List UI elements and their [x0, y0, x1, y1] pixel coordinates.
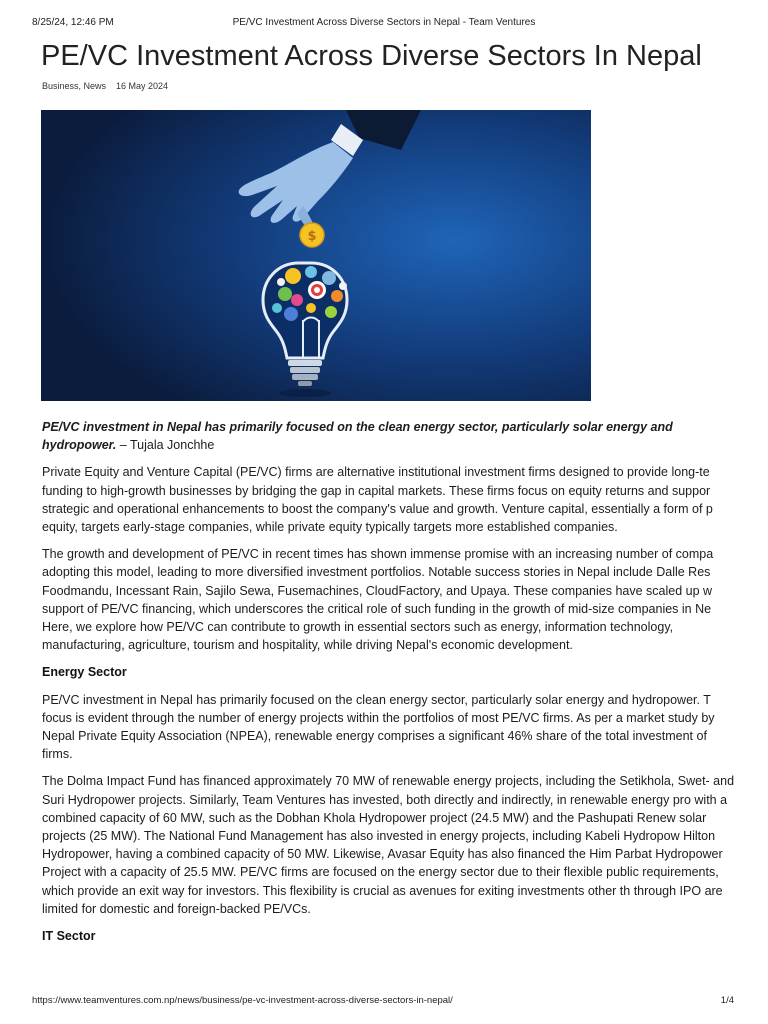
coin-icon — [300, 223, 324, 247]
article-paragraph: Private Equity and Venture Capital (PE/VC) firms are alternative institutional investment firms designed to provide long-te funding to high-growth businesses by bridging the gap in capital markets. These firms focus on equity returns and suppor strategic and operational enhancements to boost the company's value and growth. Venture capital, essentially a form of p equity, targets early-stage companies, while private equity typically targets more established companies. — [42, 465, 713, 535]
hero-image — [41, 110, 591, 401]
article-date: 16 May 2024 — [116, 81, 169, 91]
article-lead — [42, 418, 738, 454]
print-page-title: PE/VC Investment Across Diverse Sectors in Nepal - Team Ventures — [232, 17, 536, 28]
article-categories[interactable]: Business, News — [42, 81, 107, 91]
section-heading-energy: Energy Sector — [42, 665, 127, 680]
article-paragraph: PE/VC investment in Nepal has primarily focused on the clean energy sector, particularly solar energy and hydropower. T focus is evident through the number of energy projects within the portfolios of most PE/VC firms. As per a market study by Nepal Private Equity Association (NPEA), renewable energy comprises a significant 46% share of the total investment of firms. — [42, 692, 715, 762]
article-body — [42, 418, 738, 963]
page-number: 1/4 — [720, 995, 734, 1006]
coin-symbol: $ — [307, 229, 317, 244]
article-paragraph: The Dolma Impact Fund has financed approximately 70 MW of renewable energy projects, including the Setikhola, Swet- and Suri Hydropower projects. Similarly, Team Ventures has invested, both directly and indirectly, in renewable energy pro with a combined capacity of 60 MW, such as the Dobhan Khola Hydropower project (24.5 MW) and the Pashupati Renew solar projects (25 MW). The National Fund Management has also invested in energy projects, including Kabeli Hydropow Hilton Hydropower, having a combined capacity of 50 MW. Likewise, Avasar Equity has also financed the Him Parbat Hydropower Project with a capacity of 25.5 MW. PE/VC firms are focused on the energy sector due to their flexible public requirements, which provide an exit way for investors. This flexibility is crucial as avenues for exiting investments other th through IPO are limited for domestic and foreign-backed PE/VCs. — [42, 774, 735, 916]
print-header — [32, 17, 736, 31]
article-paragraph: The growth and development of PE/VC in recent times has shown immense promise with an increasing number of compa adopting this model, leading to more diversified investment portfolios. Notable success stories in Nepal include Dalle Res Foodmandu, Incessant Rain, Sajilo Sewa, Fusemachines, CloudFactory, and Upaya. These companies have scaled up w support of PE/VC financing, which underscores the critical role of such funding in the growth of mid-size companies in Ne Here, we explore how PE/VC can contribute to growth in essential sectors such as energy, information technology, manufacturing, agriculture, tourism and hospitality, while driving Nepal's economic development. — [42, 547, 714, 653]
lead-author: – Tujala Jonchhe — [116, 438, 215, 453]
print-url: https://www.teamventures.com.np/news/business/pe-vc-investment-across-diverse-sectors-in-nepal/ — [32, 995, 453, 1006]
lead-emphasis: PE/VC investment in Nepal has primarily focused on the clean energy sector, particularly solar energy and hydropower. — [42, 420, 673, 453]
article-meta — [42, 81, 168, 91]
print-datetime: 8/25/24, 12:46 PM — [32, 17, 114, 28]
article-title: PE/VC Investment Across Diverse Sectors In Nepal — [41, 40, 702, 72]
section-heading-it: IT Sector — [42, 929, 96, 944]
print-footer — [32, 995, 736, 1009]
hand-coin-lightbulb-icon — [41, 110, 591, 401]
